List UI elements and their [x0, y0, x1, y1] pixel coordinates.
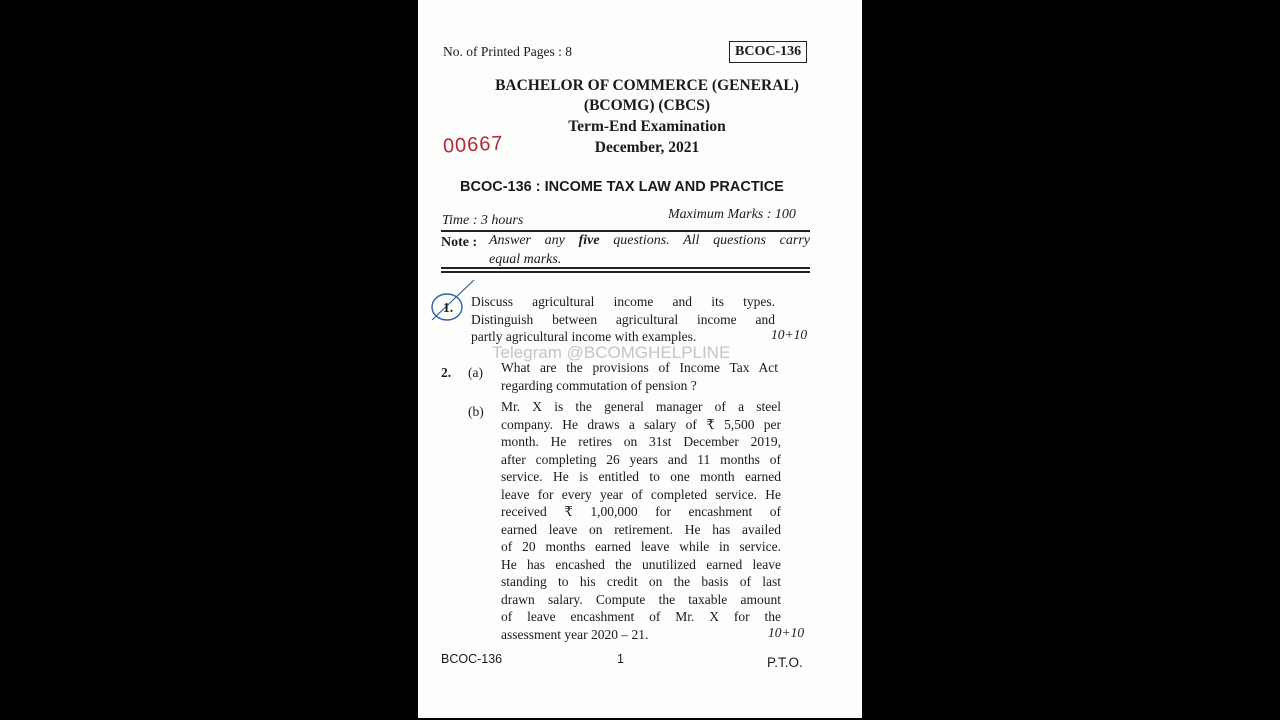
please-turn-over: P.T.O.	[767, 655, 803, 670]
question-line: assessment year 2020 – 21.	[501, 626, 649, 642]
part-label: (a)	[468, 365, 483, 380]
question-line: of 20 months earned leave while in service.	[501, 539, 781, 554]
question-marks: 10+10	[768, 625, 805, 640]
question-line: leave for every year of completed service. He	[501, 486, 781, 502]
telegram-watermark: Telegram @BCOMGHELPLINE	[492, 343, 731, 362]
question-line: service. He is entitled to one month earned	[501, 469, 781, 484]
question-line: standing to his credit on the basis of last	[501, 574, 781, 589]
question-line: He has encashed the unutilized earned leave	[501, 556, 781, 572]
question-line: partly agricultural income with examples.	[471, 329, 697, 344]
question-line: earned leave on retirement. He has availed	[501, 521, 781, 537]
paper-code-box: BCOC-136	[729, 41, 807, 63]
note-label: Note :	[441, 235, 478, 250]
exam-type: Term-End Examination	[568, 118, 726, 135]
question-line: What are the provisions of Income Tax Act	[501, 360, 778, 375]
degree-title-line1: BACHELOR OF COMMERCE (GENERAL)	[495, 77, 799, 94]
printed-pages-count: No. of Printed Pages : 8	[443, 44, 572, 59]
question-1-text	[471, 293, 775, 346]
degree-title-line2: (BCOMG) (CBCS)	[583, 97, 711, 114]
maximum-marks: Maximum Marks : 100	[668, 207, 796, 222]
exam-date: December, 2021	[594, 139, 700, 156]
question-line: Discuss agricultural income and its types.	[471, 294, 775, 309]
question-line: Mr. X is the general manager of a steel	[501, 399, 781, 414]
header-divider	[441, 230, 810, 232]
note-instruction: Answer any five questions. All questions carry	[489, 233, 811, 248]
question-line: Distinguish between agricultural income and	[471, 311, 775, 327]
exam-paper-page	[418, 0, 862, 718]
note-divider-top	[441, 267, 810, 269]
question-line: received ₹ 1,00,000 for encashment of	[501, 504, 781, 519]
note-instruction-line2: equal marks.	[489, 252, 562, 267]
serial-stamp-number: 00667	[442, 132, 505, 158]
course-title: BCOC-136 : INCOME TAX LAW AND PRACTICE	[460, 179, 784, 195]
question-2a-text	[501, 359, 778, 394]
part-label: (b)	[468, 404, 484, 419]
question-line: of leave encashment of Mr. X for the	[501, 609, 781, 624]
question-line: month. He retires on 31st December 2019,	[501, 434, 781, 449]
question-line: regarding commutation of pension ?	[501, 377, 697, 393]
time-allowed: Time : 3 hours	[442, 213, 524, 228]
footer-paper-code: BCOC-136	[441, 652, 503, 666]
question-line: after completing 26 years and 11 months of	[501, 451, 781, 467]
note-divider-bottom	[441, 271, 810, 273]
question-line: company. He draws a salary of ₹ 5,500 per	[501, 416, 781, 432]
question-marks: 10+10	[771, 327, 808, 342]
question-number: 2.	[441, 365, 452, 380]
question-number: 1.	[443, 300, 454, 315]
page-number: 1	[617, 652, 624, 666]
question-2b-text	[501, 398, 781, 643]
question-line: drawn salary. Compute the taxable amount	[501, 591, 781, 607]
